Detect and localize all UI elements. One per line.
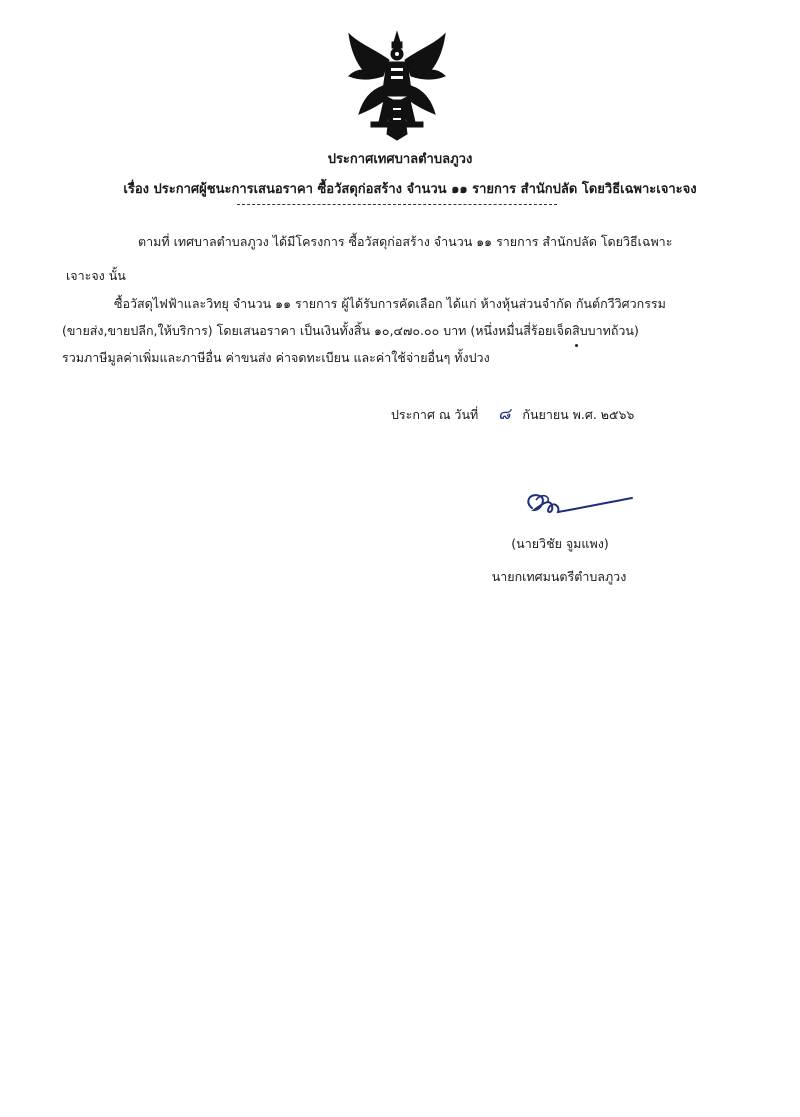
date-day-handwritten: ๘ bbox=[498, 404, 511, 423]
issuer-heading: ประกาศเทศบาลตำบลภูวง bbox=[327, 152, 473, 167]
paragraph-2-line-3: รวมภาษีมูลค่าเพิ่มและภาษีอื่น ค่าขนส่ง ค่าจดทะเบียน และค่าใช้จ่ายอื่นๆ ทั้งปวง bbox=[62, 350, 490, 365]
signatory-position: นายกเทศมนตรีตำบลภูวง bbox=[491, 569, 627, 584]
date-month-year: กันยายน พ.ศ. ๒๕๖๖ bbox=[522, 407, 635, 422]
announcement-date bbox=[391, 402, 634, 427]
date-prefix: ประกาศ ณ วันที่ bbox=[391, 407, 479, 422]
paragraph-1-line-1: ตามที่ เทศบาลตำบลภูวง ได้มีโครงการ ซื้อวัสดุก่อสร้าง จำนวน ๑๑ รายการ สำนักปลัด โดยวิธีเฉพาะ bbox=[138, 234, 673, 249]
signature-image bbox=[520, 488, 640, 524]
paragraph-1-line-2: เจาะจง นั้น bbox=[66, 268, 126, 283]
garuda-emblem-icon bbox=[345, 30, 449, 142]
paragraph-2-line-2: (ขายส่ง,ขายปลีก,ให้บริการ) โดยเสนอราคา เป็นเงินทั้งสิ้น ๑๐,๔๗๐.๐๐ บาท (หนึ่งหมื่นสี่ร้อยเจ็ดสิบบาทถ้วน) bbox=[62, 323, 639, 338]
divider bbox=[237, 204, 557, 205]
paragraph-2-line-1: ซื้อวัสดุไฟฟ้าและวิทยุ จำนวน ๑๑ รายการ ผู้ได้รับการคัดเลือก ได้แก่ ห้างหุ้นส่วนจำกัด กันต์กวีวิศวกรรม bbox=[114, 296, 666, 311]
subject-heading: เรื่อง ประกาศผู้ชนะการเสนอราคา ซื้อวัสดุก่อสร้าง จำนวน ๑๑ รายการ สำนักปลัด โดยวิธีเฉพาะเจาะจง bbox=[123, 182, 697, 197]
ink-speck bbox=[575, 344, 578, 347]
signatory-name: (นายวิชัย จูมแพง) bbox=[511, 536, 609, 551]
